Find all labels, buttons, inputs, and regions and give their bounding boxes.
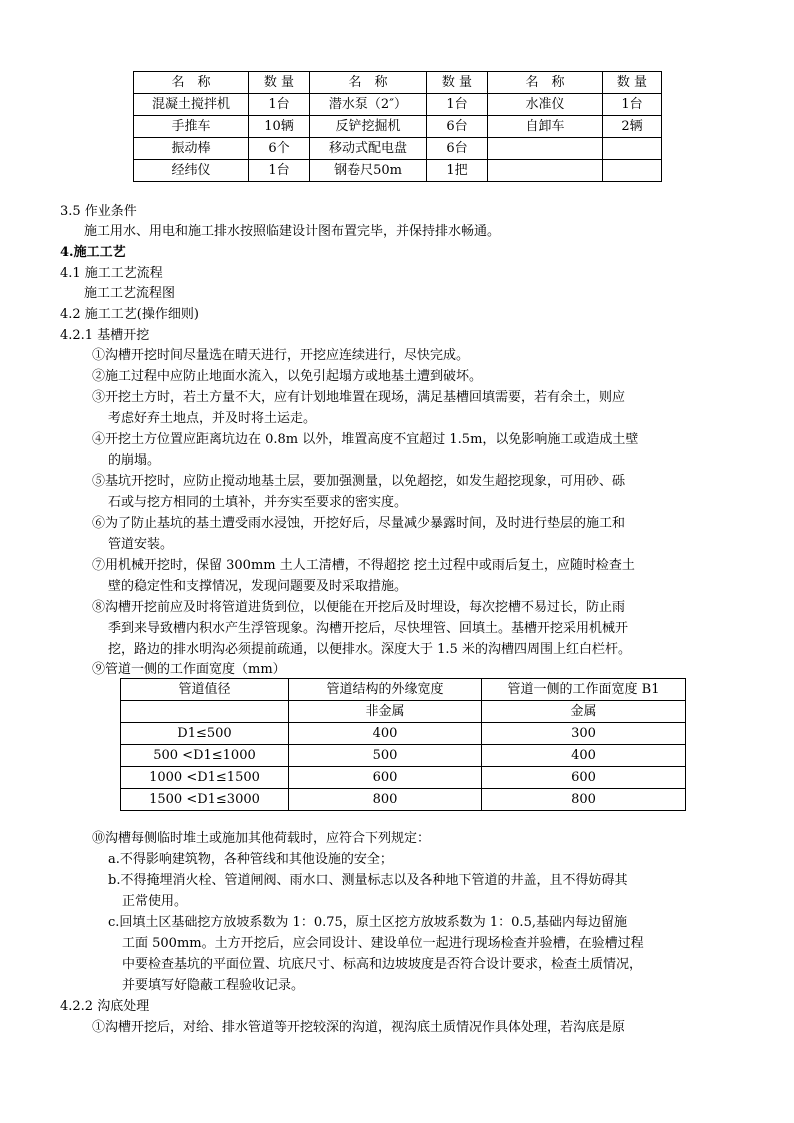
header-cell: 数 量 xyxy=(249,72,310,94)
list-item: ④开挖土方位置应距离坑边在 0.8m 以外，堆置高度不宜超过 1.5m，以免影响施工或造成土壁 xyxy=(92,432,639,447)
table-subheader-row xyxy=(121,701,686,723)
header-cell: 金属 xyxy=(482,701,686,723)
sub-item-b: b.不得掩埋消火栓、管道闸阀、雨水口、测量标志以及各种地下管道的井盖，且不得妨碍其 xyxy=(108,873,628,888)
section-heading-4-2: 4.2 施工工艺(操作细则) xyxy=(60,307,199,322)
table-cell: 1台 xyxy=(249,94,310,116)
section-heading-4: 4.施工工艺 xyxy=(60,245,126,260)
table-cell: 反铲挖掘机 xyxy=(310,116,427,138)
table-row xyxy=(121,767,686,789)
list-item: ③开挖土方时，若土方量不大，应有计划地堆置在现场，满足基槽回填需要，若有余土，则应 xyxy=(92,390,626,405)
list-item: ⑥为了防止基坑的基土遭受雨水浸蚀，开挖好后，尽量减少暴露时间，及时进行垫层的施工和 xyxy=(92,516,626,531)
table-cell: 10辆 xyxy=(249,116,310,138)
table-cell: 500 xyxy=(289,745,482,767)
table-row xyxy=(121,745,686,767)
table-cell: 6个 xyxy=(249,138,310,160)
table-cell: 移动式配电盘 xyxy=(310,138,427,160)
header-cell xyxy=(121,701,289,723)
section-heading-4-2-2: 4.2.2 沟底处理 xyxy=(60,999,150,1014)
list-item: ⑨管道一侧的工作面宽度（mm） xyxy=(92,662,286,677)
list-item-continuation: 壁的稳定性和支撑情况，发现问题要及时采取措施。 xyxy=(108,579,408,594)
header-cell: 数 量 xyxy=(603,72,662,94)
table-row xyxy=(121,789,686,811)
header-cell: 非金属 xyxy=(289,701,482,723)
table-cell: 自卸车 xyxy=(488,116,603,138)
sub-item-continuation: 并要填写好隐蔽工程验收记录。 xyxy=(122,978,305,993)
table-cell: 6台 xyxy=(427,116,488,138)
section-text-4-1: 施工工艺流程图 xyxy=(84,286,176,301)
table-cell: 1台 xyxy=(427,94,488,116)
table-cell: 800 xyxy=(482,789,686,811)
header-cell: 管道一侧的工作面宽度 B1 xyxy=(482,679,686,701)
header-cell: 名 称 xyxy=(134,72,249,94)
table-row xyxy=(134,116,662,138)
table-cell xyxy=(488,160,603,182)
list-item-continuation: 石或与挖方相同的土填补，并夯实至要求的密实度。 xyxy=(108,495,408,510)
table-cell: 经纬仪 xyxy=(134,160,249,182)
table-cell xyxy=(603,160,662,182)
section-heading-4-1: 4.1 施工工艺流程 xyxy=(60,266,163,281)
table-cell: 400 xyxy=(482,745,686,767)
list-item: ⑦用机械开挖时，保留 300mm 土人工清槽，不得超挖 挖土过程中或雨后复土，应随时检查土 xyxy=(92,558,635,573)
sub-item-a: a.不得影响建筑物，各种管线和其他设施的安全； xyxy=(108,852,393,867)
sub-item-continuation: 正常使用。 xyxy=(122,894,188,909)
table-cell: 500 <D1≤1000 xyxy=(121,745,289,767)
list-item-continuation: 管道安装。 xyxy=(108,537,174,552)
table-cell: 1把 xyxy=(427,160,488,182)
table-row xyxy=(134,160,662,182)
table-row xyxy=(134,138,662,160)
table-cell: 600 xyxy=(289,767,482,789)
header-cell: 管道结构的外缘宽度 xyxy=(289,679,482,701)
table-cell xyxy=(603,138,662,160)
list-item: ①沟槽开挖后，对给、排水管道等开挖较深的沟道，视沟底土质情况作具体处理，若沟底是原 xyxy=(92,1020,626,1035)
section-heading-3-5: 3.5 作业条件 xyxy=(60,204,137,219)
header-cell: 名 称 xyxy=(488,72,603,94)
list-item: ②施工过程中应防止地面水流入，以免引起塌方或地基土遭到破坏。 xyxy=(92,369,483,384)
table-cell: 1台 xyxy=(603,94,662,116)
section-heading-4-2-1: 4.2.1 基槽开挖 xyxy=(60,328,150,343)
table-cell: 振动棒 xyxy=(134,138,249,160)
list-item: ①沟槽开挖时间尽量选在晴天进行，开挖应连续进行，尽快完成。 xyxy=(92,348,470,363)
table-cell: 潜水泵（2″） xyxy=(310,94,427,116)
section-text-3-5: 施工用水、用电和施工排水按照临建设计图布置完毕，并保持排水畅通。 xyxy=(84,224,501,239)
list-item: ⑧沟槽开挖前应及时将管道进货到位，以便能在开挖后及时埋设，每次挖槽不易过长，防止雨 xyxy=(92,600,626,615)
table-cell: 400 xyxy=(289,723,482,745)
table-cell xyxy=(488,138,603,160)
table-cell: 钢卷尺50m xyxy=(310,160,427,182)
header-cell: 管道值径 xyxy=(121,679,289,701)
header-cell: 数 量 xyxy=(427,72,488,94)
list-item-continuation: 的崩塌。 xyxy=(108,453,161,468)
table-header-row xyxy=(134,72,662,94)
table-row xyxy=(121,723,686,745)
table-cell: 1000 <D1≤1500 xyxy=(121,767,289,789)
list-item: ⑤基坑开挖时，应防止搅动地基土层，要加强测量，以免超挖，如发生超挖现象，可用砂、砾 xyxy=(92,474,626,489)
list-item-continuation: 挖，路边的排水明沟必须提前疏通，以便排水。深度大于 1.5 米的沟槽四周围上红白栏杆。 xyxy=(108,642,631,657)
table-cell: 水准仪 xyxy=(488,94,603,116)
table-header-row xyxy=(121,679,686,701)
sub-item-continuation: 工面 500mm。土方开挖后，应会同设计、建设单位一起进行现场检查并验槽，在验槽过程 xyxy=(122,936,644,951)
table-cell: 手推车 xyxy=(134,116,249,138)
table-cell: 600 xyxy=(482,767,686,789)
sub-item-continuation: 中要检查基坑的平面位置、坑底尺寸、标高和边坡坡度是否符合设计要求，检查土质情况， xyxy=(122,957,643,972)
table-cell: 2辆 xyxy=(603,116,662,138)
working-width-table xyxy=(120,678,686,811)
table-cell: 6台 xyxy=(427,138,488,160)
equipment-table xyxy=(133,71,662,182)
table-cell: 混凝土搅拌机 xyxy=(134,94,249,116)
table-cell: 1500 <D1≤3000 xyxy=(121,789,289,811)
table-cell: 300 xyxy=(482,723,686,745)
table-cell: 1台 xyxy=(249,160,310,182)
sub-item-c: c.回填土区基础挖方放坡系数为 1：0.75，原土区挖方放坡系数为 1：0.5,基础内每边留施 xyxy=(108,915,627,930)
list-item: ⑩沟槽每侧临时堆土或施加其他荷载时，应符合下列规定： xyxy=(92,831,431,846)
table-cell: 800 xyxy=(289,789,482,811)
list-item-continuation: 考虑好弃土地点，并及时将土运走。 xyxy=(108,411,317,426)
list-item-continuation: 季到来导致槽内积水产生浮管现象。沟槽开挖后，尽快埋管、回填土。基槽开挖采用机械开 xyxy=(108,621,629,636)
header-cell: 名 称 xyxy=(310,72,427,94)
table-cell: D1≤500 xyxy=(121,723,289,745)
table-row xyxy=(134,94,662,116)
